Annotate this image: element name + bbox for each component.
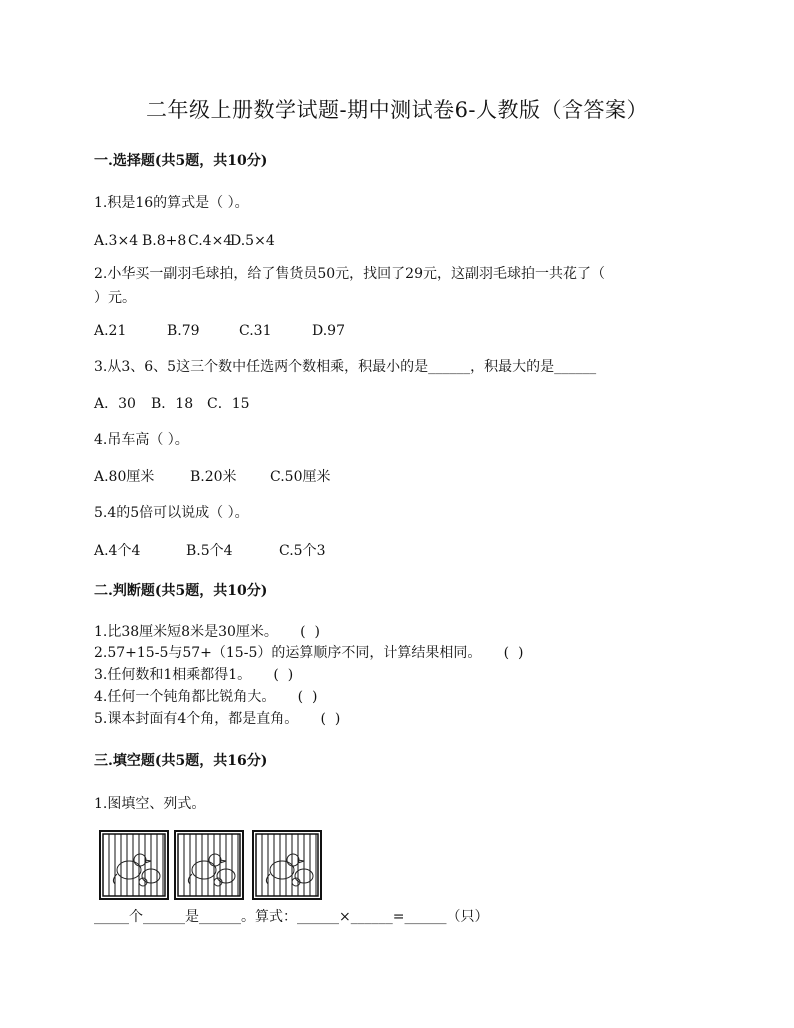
judgement-item-4: 4.任何一个钝角都比锐角大。 ( ) (94, 689, 318, 705)
question-4-stem: 4.吊车高（ ）。 (94, 432, 189, 448)
option-d: D.97 (312, 323, 345, 339)
question-1-stem: 1.积是16的算式是（ ）。 (94, 195, 249, 211)
option-c: C.4×4 (188, 233, 233, 249)
bird-cage-image (252, 830, 322, 900)
bird-cage-image (99, 830, 169, 900)
question-5-options (94, 540, 325, 560)
question-2-stem-line2: ）元。 (94, 290, 136, 306)
bird-cage-image (174, 830, 244, 900)
option-b: B.8+8 (142, 233, 187, 249)
option-a: A．30 (94, 396, 136, 412)
option-c: C.50厘米 (270, 469, 331, 485)
question-1-options (94, 230, 275, 249)
judgement-item-2: 2.57+15-5与57+（15-5）的运算顺序不同，计算结果相同。 ( ) (94, 645, 524, 661)
page-title: 二年级上册数学试题-期中测试卷6-人教版（含答案） (145, 98, 649, 122)
section-heading-judgement: 二.判断题(共5题，共10分) (94, 583, 268, 599)
option-c: C.5个3 (279, 543, 326, 559)
judgement-item-5: 5.课本封面有4个角，都是直角。 ( ) (94, 711, 341, 727)
option-c: C.31 (239, 323, 272, 339)
fill-question-1-stem: 1.图填空、列式。 (94, 796, 206, 812)
option-a: A.3×4 (94, 233, 139, 249)
question-3-stem: 3.从3、6、5这三个数中任选两个数相乘，积最小的是______，积最大的是______ (94, 359, 597, 375)
question-3-options (94, 393, 250, 413)
option-b: B.20米 (190, 469, 237, 485)
question-4-options (94, 466, 330, 486)
option-a: A.80厘米 (94, 469, 155, 485)
section-heading-choice: 一.选择题(共5题，共10分) (94, 153, 268, 169)
option-b: B．18 (151, 396, 194, 412)
option-b: B.5个4 (186, 543, 233, 559)
judgement-item-3: 3.任何数和1相乘都得1。 ( ) (94, 667, 294, 683)
question-5-stem: 5.4的5倍可以说成（ ）。 (94, 505, 249, 521)
option-a: A.21 (94, 323, 127, 339)
judgement-item-1: 1.比38厘米短8米是30厘米。 ( ) (94, 624, 320, 640)
option-d: D.5×4 (230, 233, 275, 249)
question-2-options (94, 320, 345, 339)
option-c: C．15 (207, 396, 250, 412)
fill-question-1-blanks: _____个______是______。算式：______×______=______（只） (94, 909, 489, 925)
question-2-stem-line1: 2.小华买一副羽毛球拍，给了售货员50元，找回了29元，这副羽毛球拍一共花了（ (94, 266, 605, 282)
section-heading-fill: 三.填空题(共5题，共16分) (94, 753, 268, 769)
option-a: A.4个4 (94, 543, 141, 559)
option-b: B.79 (167, 323, 200, 339)
